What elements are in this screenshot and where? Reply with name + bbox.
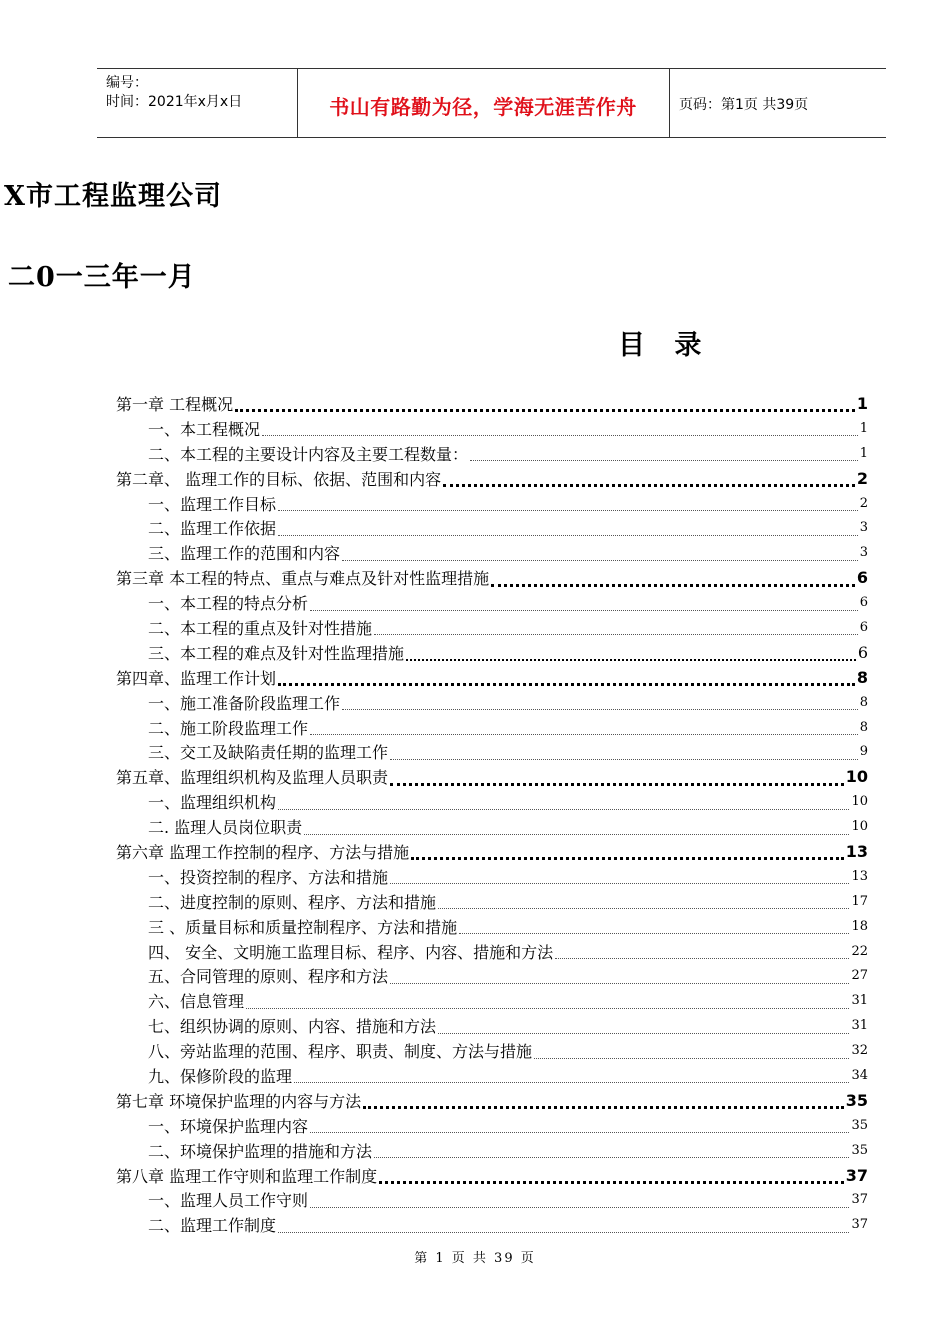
toc-dot-leader [310, 1126, 849, 1133]
toc-entry-title: 第五章、监理组织机构及监理人员职责 [116, 768, 389, 788]
toc-section-entry[interactable] [116, 789, 868, 814]
toc-dot-leader [459, 927, 849, 934]
toc-entry-title: 第七章 环境保护监理的内容与方法 [116, 1091, 362, 1111]
toc-entry-page: 17 [851, 893, 868, 909]
toc-entry-page: 37 [851, 1217, 868, 1233]
toc-entry-title: 三、交工及缺陷责任期的监理工作 [148, 743, 389, 763]
toc-dot-leader [246, 1002, 849, 1009]
toc-entry-title: 六、信息管理 [148, 992, 245, 1012]
toc-dot-leader [304, 828, 849, 835]
toc-entry-page: 31 [851, 1018, 868, 1034]
toc-section-entry[interactable] [116, 889, 868, 914]
toc-dot-leader [235, 403, 855, 412]
toc-section-entry[interactable] [116, 1063, 868, 1088]
toc-dot-leader [310, 1201, 849, 1208]
toc-entry-page: 18 [851, 918, 868, 934]
toc-section-entry[interactable] [116, 416, 868, 441]
header-page-info: 页码：第1页 共39页 [679, 97, 809, 113]
toc-entry-title: 五、合同管理的原则、程序和方法 [148, 967, 389, 987]
toc-dot-leader [411, 851, 844, 860]
toc-dot-leader [278, 529, 858, 536]
table-of-contents [116, 391, 868, 1237]
page-footer: 第 1 页 共 39 页 [414, 1251, 536, 1266]
toc-entry-title: 一、监理人员工作守则 [148, 1191, 309, 1211]
toc-dot-leader [278, 677, 855, 686]
toc-section-entry[interactable] [116, 1212, 868, 1237]
toc-entry-title: 一、监理工作目标 [148, 494, 277, 514]
toc-entry-page: 37 [845, 1165, 868, 1185]
toc-chapter-entry[interactable] [116, 1163, 868, 1188]
document-number-label: 编号： [106, 75, 148, 91]
toc-entry-page: 2 [856, 468, 868, 488]
toc-entry-page: 2 [859, 495, 868, 511]
toc-entry-title: 第二章、 监理工作的目标、依据、范围和内容 [116, 469, 442, 489]
toc-entry-page: 35 [851, 1117, 868, 1133]
toc-entry-page: 31 [851, 993, 868, 1009]
toc-dot-leader [363, 1100, 844, 1109]
toc-section-entry[interactable] [116, 1188, 868, 1213]
toc-entry-page: 1 [856, 393, 868, 413]
toc-section-entry[interactable] [116, 939, 868, 964]
toc-entry-title: 二、施工阶段监理工作 [148, 718, 309, 738]
toc-section-entry[interactable] [116, 690, 868, 715]
toc-entry-title: 二、监理工作依据 [148, 519, 277, 539]
toc-chapter-entry[interactable] [116, 466, 868, 491]
toc-dot-leader [379, 1175, 844, 1184]
toc-entry-title: 三、本工程的难点及针对性监理措施 [148, 643, 405, 663]
toc-entry-title: 第一章 工程概况 [116, 394, 234, 414]
toc-entry-page: 8 [859, 694, 868, 710]
toc-entry-title: 四、 安全、文明施工监理目标、程序、内容、措施和方法 [148, 942, 554, 962]
toc-dot-leader [310, 604, 858, 611]
toc-entry-title: 一、投资控制的程序、方法和措施 [148, 867, 389, 887]
toc-entry-title: 九、保修阶段的监理 [148, 1066, 293, 1086]
toc-entry-page: 27 [851, 968, 868, 984]
toc-entry-page: 8 [859, 719, 868, 735]
toc-entry-page: 35 [851, 1142, 868, 1158]
toc-dot-leader [390, 877, 849, 884]
toc-entry-title: 八、旁站监理的范围、程序、职责、制度、方法与措施 [148, 1042, 533, 1062]
toc-dot-leader [310, 728, 858, 735]
toc-entry-page: 8 [856, 667, 868, 687]
toc-title: 目 录 [618, 330, 712, 361]
toc-section-entry[interactable] [116, 715, 868, 740]
header-page-cell [669, 69, 886, 137]
toc-entry-title: 二、进度控制的原则、程序、方法和措施 [148, 892, 437, 912]
toc-entry-title: 第三章 本工程的特点、重点与难点及针对性监理措施 [116, 569, 490, 589]
toc-entry-title: 一、本工程的特点分析 [148, 594, 309, 614]
toc-section-entry[interactable] [116, 615, 868, 640]
toc-dot-leader [294, 1076, 849, 1083]
toc-entry-page: 10 [851, 819, 868, 835]
toc-chapter-entry[interactable] [116, 764, 868, 789]
toc-section-entry[interactable] [116, 540, 868, 565]
header-motto: 书山有路勤为径，学海无涯苦作舟 [329, 95, 637, 119]
toc-dot-leader [555, 952, 849, 959]
toc-dot-leader [262, 429, 858, 436]
header-meta-cell [97, 69, 298, 137]
toc-entry-page: 35 [845, 1090, 868, 1110]
toc-entry-title: 三、监理工作的范围和内容 [148, 544, 341, 564]
toc-dot-leader [443, 478, 855, 487]
toc-dot-leader [342, 703, 858, 710]
toc-dot-leader [390, 777, 844, 786]
toc-entry-title: 第八章 监理工作守则和监理工作制度 [116, 1166, 378, 1186]
toc-section-entry[interactable] [116, 963, 868, 988]
toc-dot-leader [438, 1027, 849, 1034]
toc-entry-page: 1 [859, 420, 868, 436]
toc-entry-page: 13 [851, 868, 868, 884]
toc-section-entry[interactable] [116, 1038, 868, 1063]
toc-section-entry[interactable] [116, 914, 868, 939]
toc-entry-title: 一、本工程概况 [148, 419, 261, 439]
toc-entry-page: 10 [845, 767, 868, 787]
toc-dot-leader [278, 1226, 849, 1233]
toc-entry-page: 1 [859, 445, 868, 461]
toc-entry-page: 32 [851, 1043, 868, 1059]
toc-entry-page: 3 [859, 545, 868, 561]
toc-entry-page: 6 [859, 595, 868, 611]
toc-chapter-entry[interactable] [116, 565, 868, 590]
toc-dot-leader [390, 977, 849, 984]
toc-dot-leader [374, 628, 858, 635]
toc-section-entry[interactable] [116, 515, 868, 540]
toc-section-entry[interactable] [116, 1138, 868, 1163]
toc-section-entry[interactable] [116, 491, 868, 516]
toc-chapter-entry[interactable] [116, 839, 868, 864]
toc-entry-title: 第四章、监理工作计划 [116, 668, 277, 688]
toc-chapter-entry[interactable] [116, 665, 868, 690]
toc-dot-leader [406, 653, 856, 661]
toc-section-entry[interactable] [116, 1113, 868, 1138]
toc-entry-page: 6 [856, 568, 868, 588]
toc-dot-leader [278, 504, 858, 511]
toc-dot-leader [491, 578, 855, 587]
toc-section-entry[interactable] [116, 864, 868, 889]
document-date: 二0一三年一月 [8, 262, 196, 293]
toc-entry-title: 二、监理工作制度 [148, 1216, 277, 1236]
company-name: X市工程监理公司 [4, 181, 222, 212]
toc-entry-page: 9 [859, 744, 868, 760]
toc-entry-page: 6 [857, 642, 868, 662]
toc-entry-title: 二、本工程的重点及针对性措施 [148, 618, 373, 638]
toc-dot-leader [534, 1052, 849, 1059]
document-time-label: 时间：2021年x月x日 [106, 94, 243, 110]
toc-entry-title: 二、本工程的主要设计内容及主要工程数量： [148, 444, 469, 464]
toc-section-entry[interactable] [116, 739, 868, 764]
toc-entry-title: 第六章 监理工作控制的程序、方法与措施 [116, 842, 410, 862]
toc-section-entry[interactable] [116, 814, 868, 839]
toc-dot-leader [438, 902, 849, 909]
header-motto-cell [297, 69, 670, 137]
toc-entry-title: 一、监理组织机构 [148, 793, 277, 813]
toc-section-entry[interactable] [116, 590, 868, 615]
toc-dot-leader [278, 803, 849, 810]
toc-section-entry[interactable] [116, 640, 868, 665]
page-header-table [97, 68, 886, 138]
toc-entry-title: 一、环境保护监理内容 [148, 1116, 309, 1136]
toc-dot-leader [390, 753, 858, 760]
toc-entry-page: 6 [859, 619, 868, 635]
toc-entry-title: 一、施工准备阶段监理工作 [148, 693, 341, 713]
toc-entry-title: 七、组织协调的原则、内容、措施和方法 [148, 1017, 437, 1037]
toc-dot-leader [470, 454, 858, 461]
toc-entry-title: 二. 监理人员岗位职责 [148, 818, 303, 838]
toc-section-entry[interactable] [116, 441, 868, 466]
toc-entry-page: 10 [851, 794, 868, 810]
toc-section-entry[interactable] [116, 988, 868, 1013]
toc-entry-page: 13 [845, 841, 868, 861]
toc-section-entry[interactable] [116, 1013, 868, 1038]
toc-dot-leader [374, 1151, 849, 1158]
toc-chapter-entry[interactable] [116, 1088, 868, 1113]
toc-entry-title: 三 、质量目标和质量控制程序、方法和措施 [148, 917, 458, 937]
toc-chapter-entry[interactable] [116, 391, 868, 416]
toc-dot-leader [342, 554, 858, 561]
toc-entry-title: 二、环境保护监理的措施和方法 [148, 1141, 373, 1161]
toc-entry-page: 37 [851, 1192, 868, 1208]
toc-entry-page: 22 [851, 943, 868, 959]
toc-entry-page: 34 [851, 1067, 868, 1083]
toc-entry-page: 3 [859, 520, 868, 536]
